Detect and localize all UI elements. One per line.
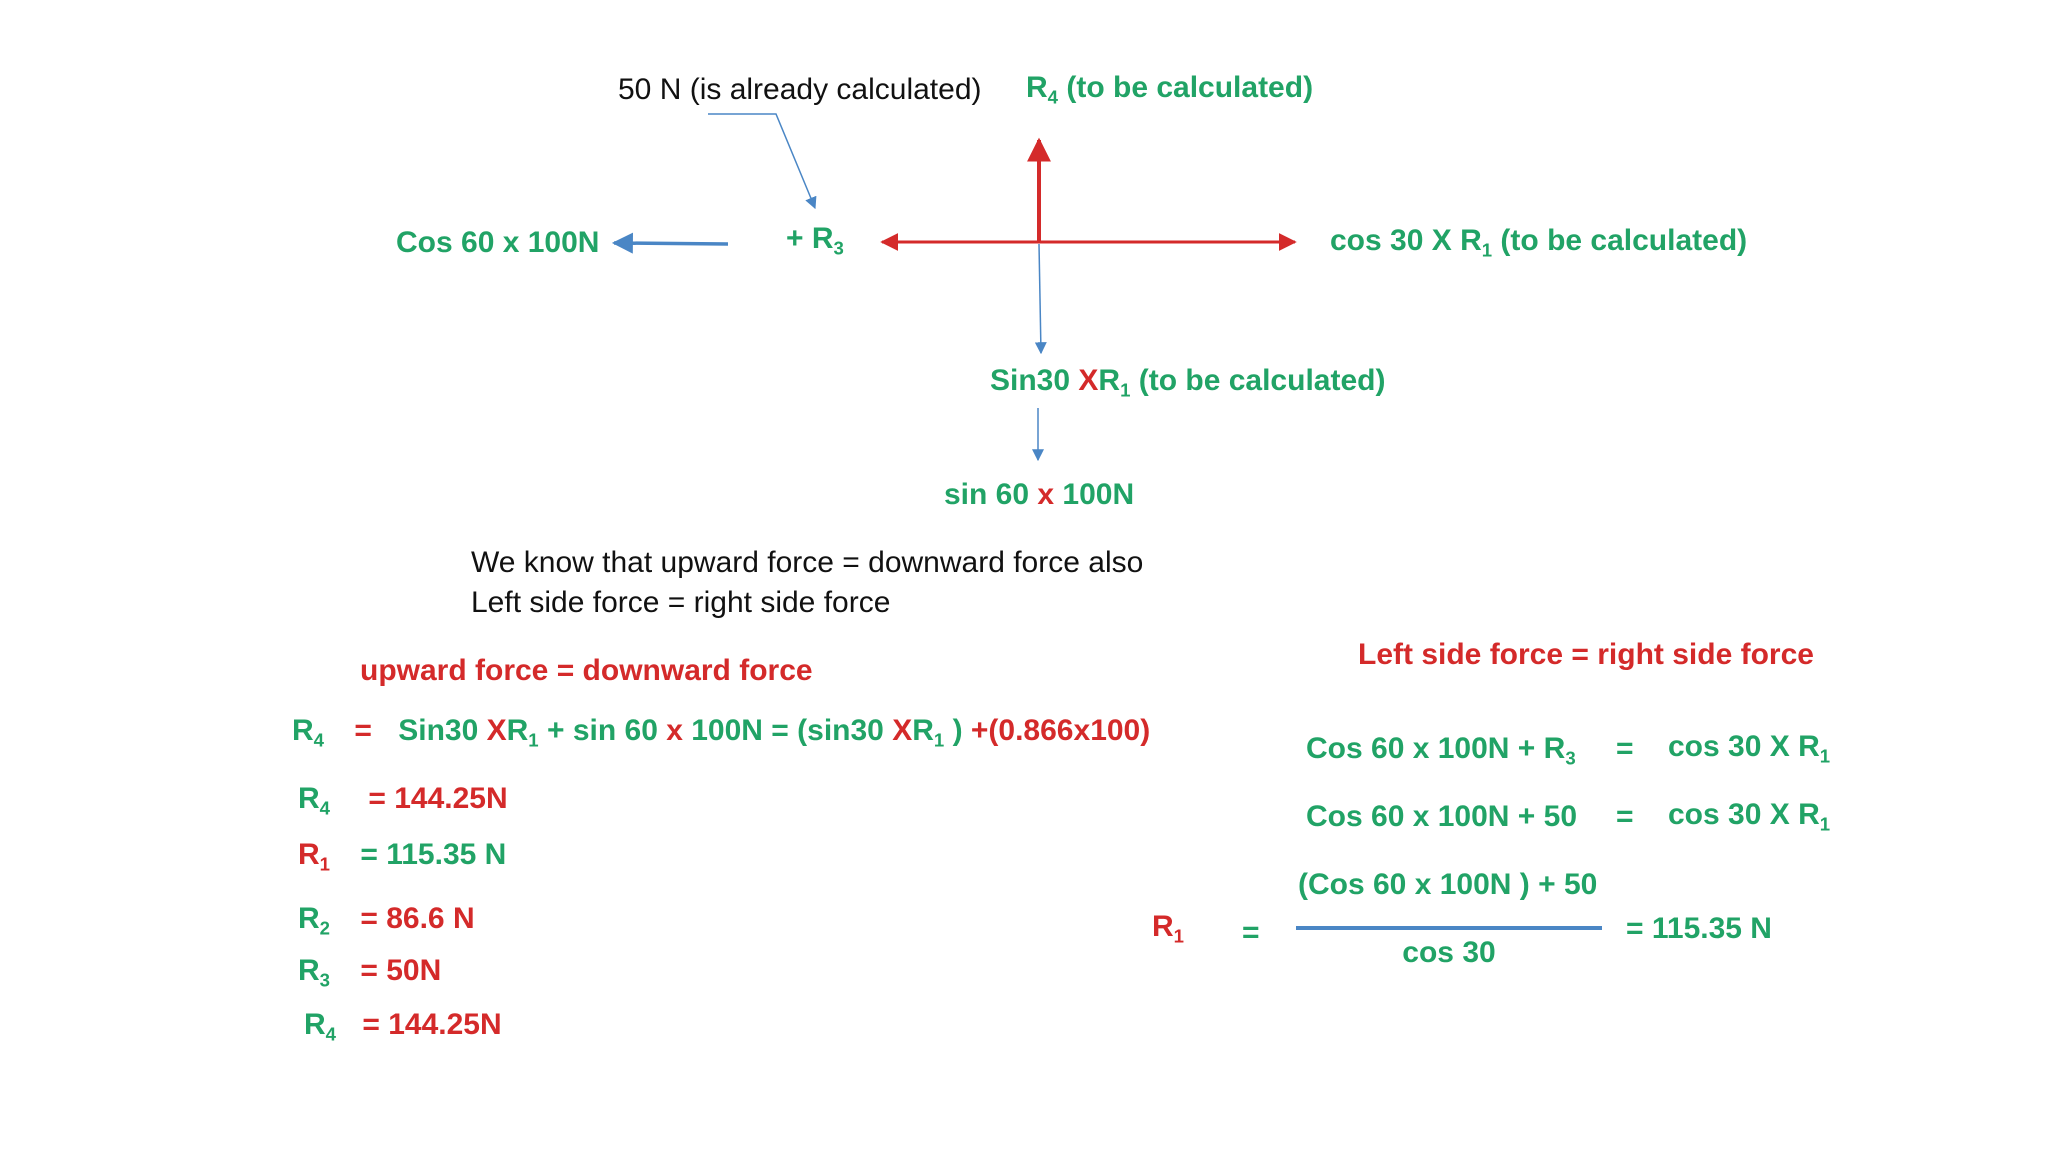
r1-fraction-lhs: $R_1$: [1152, 910, 1185, 947]
horizontal-equation-1: Cos 60 x $100N + R_3$: [1306, 732, 1576, 769]
result-row: $R_1 = 115.35$ N: [298, 838, 507, 875]
result-row: $R_3 = 50N$: [298, 954, 442, 991]
equals-sign: =: [1242, 916, 1260, 949]
left-force-label: Cos 60 x 100N: [396, 226, 600, 259]
r3-known-note: 50 N (is already calculated): [618, 73, 982, 106]
note-pointer: [708, 114, 815, 208]
fraction-numerator: (Cos 60 x 100N ) + 50: [1298, 868, 1598, 901]
horizontal-equation-2: Cos 60 x 100N + 50: [1306, 800, 1578, 833]
equals-sign: =: [1616, 800, 1634, 833]
result-row: $R_2 = 86.6$ N: [298, 902, 475, 939]
vertical-heading: upward force = downward force: [360, 654, 813, 687]
right-force-label: cos 30 X $R_1$ (to be calculated): [1330, 224, 1748, 261]
result-row: $R_4 = 144.25N$: [304, 1008, 502, 1045]
left-force-arrow: [614, 243, 728, 244]
sin60-force-label: sin 60 x 100N: [944, 478, 1135, 511]
fraction-denominator: cos 30: [1402, 936, 1496, 969]
r4-label: $R_4$ (to be calculated): [1026, 71, 1314, 108]
equals-sign: =: [1616, 732, 1634, 765]
downward-force-arrow: [1039, 244, 1041, 353]
result-row: $R_4 = 144.25N$: [298, 782, 508, 819]
vertical-equation: $R_4 = Sin30$ $XR_1 + \sin 60$ x 100N = (sin30 $XR_1$ ) +(0.866x100): [292, 714, 1151, 751]
fraction-result: = 115.35 N: [1626, 912, 1772, 945]
statement-line-2: Left side force = right side force: [471, 586, 891, 619]
horizontal-equation-2-rhs: cos 30 X $R_1$: [1668, 798, 1831, 835]
horizontal-heading: Left side force = right side force: [1358, 638, 1814, 671]
downward-force-label: Sin30 $XR_1$ (to be calculated): [990, 364, 1386, 401]
r3-label: + $R_3$: [786, 222, 844, 259]
horizontal-equation-1-rhs: cos 30 X $R_1$: [1668, 730, 1831, 767]
statement-line-1: We know that upward force = downward force also: [471, 546, 1144, 579]
